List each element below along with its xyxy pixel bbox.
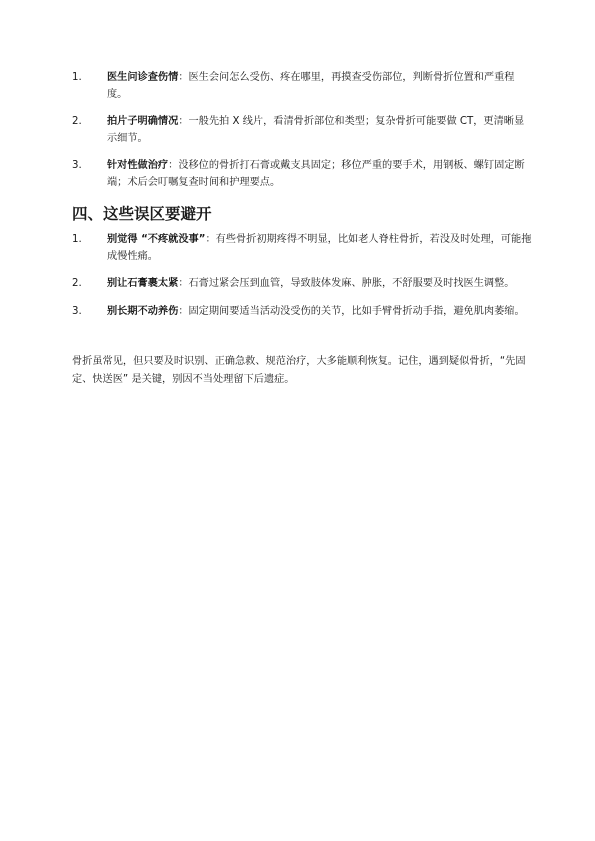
list-number: 1. — [72, 72, 82, 83]
treatment-steps-list — [72, 70, 532, 202]
list-item-separator: ： — [168, 160, 179, 171]
list-item-body: 一般先拍 X 线片，看清骨折部位和类型；复杂骨折可能要做 CT，更清晰显示细节。 — [107, 116, 525, 144]
list-item-separator: ： — [178, 278, 189, 289]
list-number: 2. — [72, 116, 82, 127]
list-item-separator: ： — [178, 72, 189, 83]
list-item-heading: 别长期不动养伤 — [107, 305, 179, 317]
list-item — [72, 158, 532, 191]
list-item-heading: 别觉得 “不疼就没事” — [107, 234, 206, 245]
list-item-body: 固定期间要适当活动没受伤的关节，比如手臂骨折动手指，避免肌肉萎缩。 — [188, 305, 525, 317]
list-item — [72, 70, 532, 103]
list-item-separator: ： — [178, 305, 189, 317]
list-item-separator: ： — [178, 116, 189, 127]
list-item-body: 石膏过紧会压到血管，导致肢体发麻、肿胀，不舒服要及时找医生调整。 — [188, 278, 515, 289]
list-number: 1. — [72, 234, 82, 245]
list-item-heading: 医生问诊查伤情 — [107, 72, 179, 83]
misconceptions-list — [72, 232, 532, 331]
list-item — [72, 276, 532, 293]
list-number: 3. — [72, 160, 82, 171]
list-item — [72, 232, 532, 265]
list-item-heading: 别让石膏裹太紧 — [107, 278, 179, 289]
list-item-body: 没移位的骨折打石膏或戴支具固定；移位严重的要手术，用钢板、螺钉固定断端；术后会叮嘱复查时间和护理要点。 — [107, 160, 525, 188]
list-item-body: 医生会问怎么受伤、疼在哪里，再摸查受伤部位，判断骨折位置和严重程度。 — [107, 72, 515, 100]
section-heading: 四、这些误区要避开 — [72, 205, 212, 223]
list-item-heading: 拍片子明确情况 — [107, 116, 179, 127]
list-item — [72, 304, 532, 321]
list-item-heading: 针对性做治疗 — [107, 160, 169, 171]
list-number: 3. — [72, 305, 82, 317]
list-item-separator: ： — [205, 234, 216, 245]
list-item — [72, 114, 532, 147]
list-number: 2. — [72, 278, 82, 289]
closing-paragraph: 骨折虽常见，但只要及时识别、正确急救、规范治疗，大多能顺利恢复。记住，遇到疑似骨折，“先固定、快送医” 是关键，别因不当处理留下后遗症。 — [72, 356, 526, 385]
list-item-body: 有些骨折初期疼得不明显，比如老人脊柱骨折，若没及时处理，可能拖成慢性痛。 — [107, 234, 532, 262]
